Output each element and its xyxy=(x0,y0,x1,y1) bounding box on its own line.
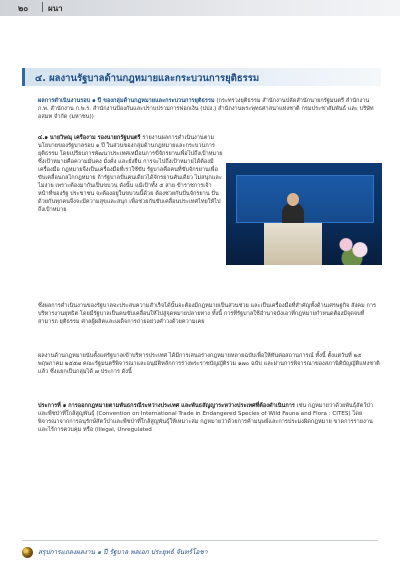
stage-screen xyxy=(236,175,374,223)
podium xyxy=(264,223,322,265)
section-label: ผนา xyxy=(48,4,63,13)
speech-lead: ๔.๑ นายวิษณุ เครืองาม รองนายกรัฐมนตรี xyxy=(38,135,141,141)
section-title: ๔. ผลงานรัฐบาลด้านกฎหมายและกระบวนการยุติธรรม xyxy=(35,73,260,84)
body-paragraph-3: ซึ่งผลการดำเนินงานของรัฐบาลจะประสบความสำเร็จได้นั้นจะต้องมีกฎหมายเป็นส่วนช่วย และเป็นเครื่องมือที่สำคัญทั้งด้านเศรษฐกิจ สังคม การบริหารงานยุทธิต โดยมีรัฐบาลเป็นคนขับเคลื่อนให้ไปสู่จุดหมายปลายทาง ทั้งนี้ การที่รัฐบาลใช้อำนาจบังเอาที่กฎหมายกำหนดต้องมีจุดจบที่สามารถ ยุติธรรม ศาลผู้ผลิตและเผด็จการถ่ายอย่างคำวงด้วยความเคย xyxy=(38,303,377,325)
speaker-head xyxy=(287,193,299,206)
speech-text: รายงานผลการดำเนินงานตามนโยบายของรัฐบาลรอบ ๑ ปี ในส่วนของกลุ่มด้านกฎหมายและกระบวนการยุติธรรม โดยเปรียบการพัฒนาประเทศเหมือนการขี่จักรยานเพื่อไปถึงเป้าหมาย ซึ่งเป้าหมายคือความมั่นคง มั่งคั่ง และยั่งยืน การจะไปถึงเป้าหมายได้ต้องมีเครื่องมือ กฎหมายจึงเป็นเครื่องมือที่เราใช้ขับ รัฐบาลคือคนที่ขับจักรยานเพื่อขับเคลื่อนกลไกกฎหมาย ถ้ารัฐบาลปั่นคนเดียวได้จักรยานคันเดียว ไม่สนุกและไม่ง่าย เพราะต้องมากันเป็นขบวน ดังนั้น แม้เป้าทั้ง ๕ สาย ข้าราชการเจ้าหน้าที่ของรัฐ ประชาชน จะต้องอยู่ในขบวนนี้ด้วย ต้องช่วยกันปั่นจักรยาน ปั่นด้วยกันทุกคนจึงจะมีความสุขและสนุก เพื่อช่วยกันขับเคลื่อนประเทศไทยให้ไปถึงเป้าหมาย xyxy=(38,135,223,213)
intro-lead: ผลการดำเนินงานรอบ ๑ ปี ของกลุ่มด้านกฎหมายและกระบวนการยุติธรรม xyxy=(38,98,215,104)
footer-caption: สรุปการแถลงผลงาน ๑ ปี รัฐบาล พลเอก ประยุทธ์ จันทร์โอชา xyxy=(38,548,208,556)
flower-arrangement xyxy=(334,231,374,265)
intro-paragraph xyxy=(38,97,380,121)
body-paragraph-5 xyxy=(38,402,380,434)
point-1-text: เช่น กฎหมายว่าด้วยพันธุ์สัตว์ป่าและพืชป่าที่ใกล้สูญพันธุ์ (Convention on International Trade in Endangered Species of Wild Fauna and Flora : CITES) โดยพิจารณาจากการอนุรักษ์สัตว์ป่าและพืชป่าที่ใกล้สูญพันธุ์ให้เหมาะสม กฎหมายว่าด้วยการค้ามนุษย์และการประมงผิดกฎหมาย ขาดการรายงาน และไร้การควบคุม หรือ (Illegal, Unregulated xyxy=(38,403,374,433)
page-number: ๒๐ xyxy=(18,4,29,13)
header-divider xyxy=(42,2,43,12)
intro-text: (กระทรวงยุติธรรม สำนักงานปลัดสำนักนายกรัฐมนตรี สำนักงาน ก.พ. สำนักงาน ก.พ.ร. สำนักงานป้องกันและปราบปรามการฟอกเงิน (ปปง.) สำนักงานพระพุทธศาสนาแห่งชาติ กรมประชาสัมพันธ์ และ บริษัท อสมท จำกัด (มหาชน)) xyxy=(38,98,374,120)
speech-paragraph xyxy=(38,134,223,214)
body-paragraph-4: ผลงานด้านกฎหมายนับตั้งแต่รัฐบาลเข้าบริหารประเทศ ได้มีการเสนอร่างกฎหมายหลายฉบับเพื่อให้ทันต่อสถานการณ์ ทั้งนี้ ตั้งแต่วันที่ ๒๕ พฤษภาคม ๒๕๕๗ คณะรัฐมนตรีพิจารณาและอนุมัติหลักการร่างพระราชบัญญัติรวม ๑๗๐ ฉบับ และผ่านการพิจารณาของสภานิติบัญญัติแห่งชาติแล้ว ซึ่งแยกเป็นกลุ่มได้ ๗ ประการ ดังนี้ xyxy=(38,353,380,375)
point-1-lead: ประการที่ ๑ การออกกฎหมายตามพันธกรณีระหว่างประเทศ และพันธสัญญาระหว่างประเทศที่ต้องดำเนินการ xyxy=(38,403,295,409)
footer-divider xyxy=(22,540,378,541)
event-photo xyxy=(226,163,382,265)
section-banner xyxy=(22,68,381,86)
emblem-icon xyxy=(22,547,33,558)
